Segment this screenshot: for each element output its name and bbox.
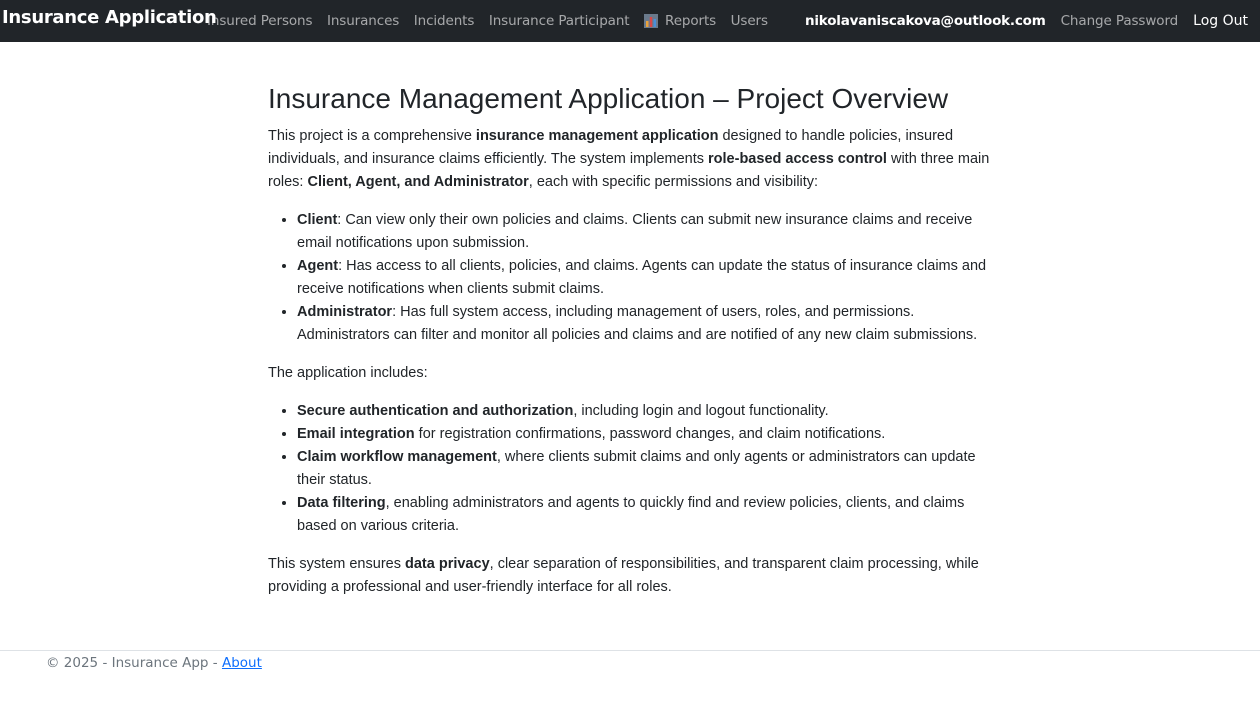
- nav-insurance-participant[interactable]: Insurance Participant: [488, 13, 630, 29]
- log-out-button[interactable]: Log Out: [1193, 13, 1248, 29]
- list-item: • Client: Can view only their own policies and claims. Clients can submit new insurance claims and receive email notifications upon submission.: [297, 209, 992, 255]
- about-link[interactable]: About: [221, 655, 262, 671]
- user-email[interactable]: nikolavaniscakova@outlook.com: [804, 13, 1046, 29]
- intro-paragraph: This project is a comprehensive insurance management application designed to handle policies, insured individuals, and insurance claims efficiently. The system implements role-based access control with three main roles: Client, Agent, and Administrator, each with specific permissions and visibility:: [268, 128, 990, 190]
- nav-insured-persons[interactable]: Insured Persons: [207, 13, 313, 29]
- main-nav: [207, 0, 782, 42]
- footer-text: [46, 655, 262, 671]
- brand-link[interactable]: Insurance Application: [2, 7, 217, 28]
- nav-insurances[interactable]: Insurances: [326, 13, 400, 29]
- list-item: • Administrator: Has full system access, including management of users, roles, and permissions. Administrators can filter and monitor all policies and claims and are notified of any new claim submissions.: [297, 301, 992, 347]
- list-item: • Claim workflow management, where clients submit claims and only agents or administrators can update their status.: [297, 446, 992, 492]
- roles-list: [268, 209, 992, 347]
- change-password-link[interactable]: Change Password: [1060, 13, 1179, 29]
- bar-chart-icon: [644, 14, 658, 28]
- list-item: • Agent: Has access to all clients, policies, and claims. Agents can update the status of insurance claims and receive notifications when clients submit claims.: [297, 255, 992, 301]
- nav-users[interactable]: Users: [730, 13, 768, 29]
- top-navbar: [0, 0, 1260, 42]
- footer: [0, 650, 1260, 671]
- includes-heading: The application includes:: [268, 365, 428, 381]
- copyright-text: © 2025 - Insurance App -: [46, 655, 222, 671]
- list-item: • Data filtering, enabling administrators and agents to quickly find and review policies, clients, and claims based on various criteria.: [297, 492, 992, 538]
- features-list: [268, 400, 992, 538]
- nav-incidents[interactable]: Incidents: [413, 13, 475, 29]
- page-title: Insurance Management Application – Project Overview: [268, 83, 949, 114]
- nav-reports-label: Reports: [665, 13, 717, 29]
- closing-paragraph: This system ensures data privacy, clear separation of responsibilities, and transparent claim processing, while providing a professional and user-friendly interface for all roles.: [268, 556, 979, 595]
- list-item: • Email integration for registration confirmations, password changes, and claim notifications.: [297, 423, 992, 446]
- nav-reports[interactable]: [644, 13, 716, 29]
- main-content: [268, 82, 992, 614]
- user-nav: [805, 0, 1248, 42]
- list-item: • Secure authentication and authorization, including login and logout functionality.: [297, 400, 992, 423]
